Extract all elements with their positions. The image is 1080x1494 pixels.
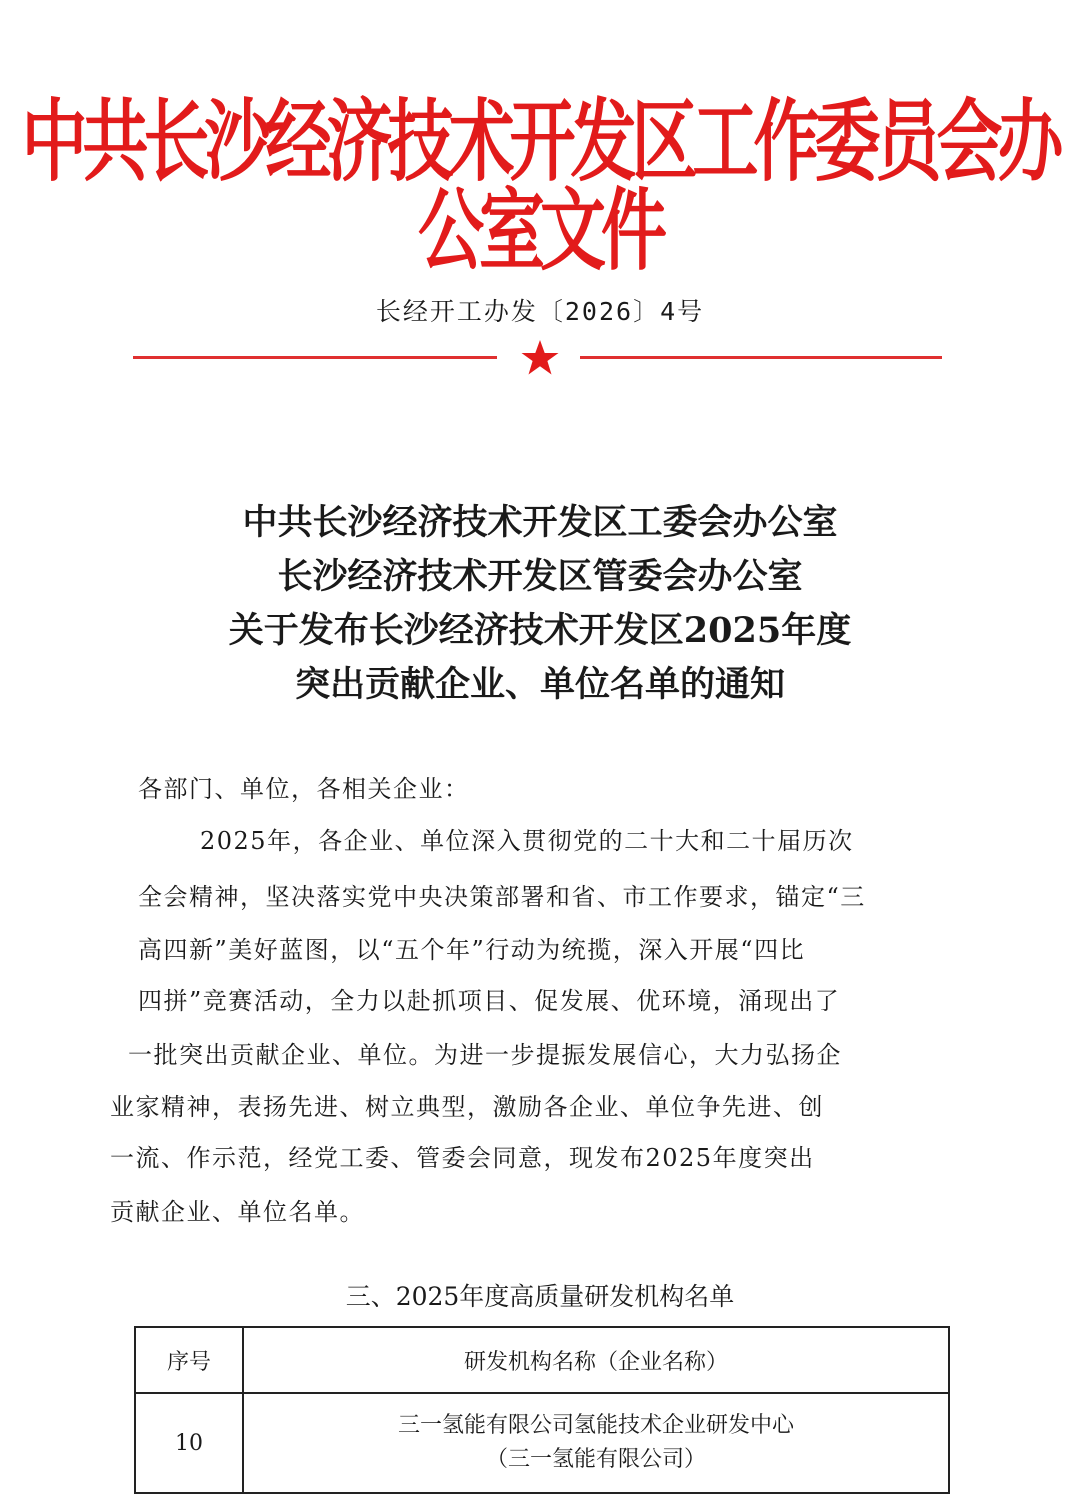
institution-name: 三一氢能有限公司氢能技术企业研发中心 (397, 1413, 794, 1438)
paragraph-line: 一批突出贡献企业、单位。为进一步提振发展信心，大力弘扬企 (128, 1041, 842, 1069)
table-header-row (135, 1327, 949, 1393)
red-divider-left (133, 356, 497, 359)
row-index: 10 (135, 1393, 243, 1493)
paragraph-line: 业家精神，表扬先进、树立典型，激励各企业、单位争先进、创 (110, 1093, 824, 1121)
company-name: （三一氢能有限公司） (485, 1447, 706, 1472)
notice-title-line-2: 长沙经济技术开发区管委会办公室 (277, 556, 803, 597)
section-title: 三、2025年度高质量研发机构名单 (345, 1282, 735, 1311)
notice-title-line-3: 关于发布长沙经济技术开发区2025年度 (228, 610, 852, 651)
paragraph-line: 高四新”美好蓝图，以“五个年”行动为统揽，深入开展“四比 (138, 936, 806, 964)
rd-institution-table (134, 1326, 950, 1494)
paragraph-line: 四拼”竞赛活动，全力以赴抓项目、促发展、优环境，涌现出了 (138, 987, 841, 1015)
column-header-name: 研发机构名称（企业名称） (243, 1327, 949, 1393)
column-header-index: 序号 (135, 1327, 243, 1393)
issuer-header-title: 中共长沙经济技术开发区工作委员会办公室文件 (21, 89, 1059, 283)
paragraph-line: 全会精神，坚决落实党中央决策部署和省、市工作要求，锚定“三 (138, 883, 866, 911)
notice-title-line-4: 突出贡献企业、单位名单的通知 (294, 664, 785, 705)
red-star-icon (520, 340, 560, 376)
paragraph-line: 贡献企业、单位名单。 (110, 1198, 365, 1226)
salutation: 各部门、单位，各相关企业： (138, 775, 470, 803)
paragraph-line: 2025年，各企业、单位深入贯彻党的二十大和二十届历次 (200, 827, 854, 855)
document-number: 长经开工办发〔2026〕4号 (375, 297, 705, 326)
paragraph-line: 一流、作示范，经党工委、管委会同意，现发布2025年度突出 (110, 1144, 815, 1172)
table-row (135, 1393, 949, 1493)
red-divider-right (580, 356, 942, 359)
row-name-cell (243, 1393, 949, 1493)
notice-title-line-1: 中共长沙经济技术开发区工委会办公室 (242, 502, 838, 543)
